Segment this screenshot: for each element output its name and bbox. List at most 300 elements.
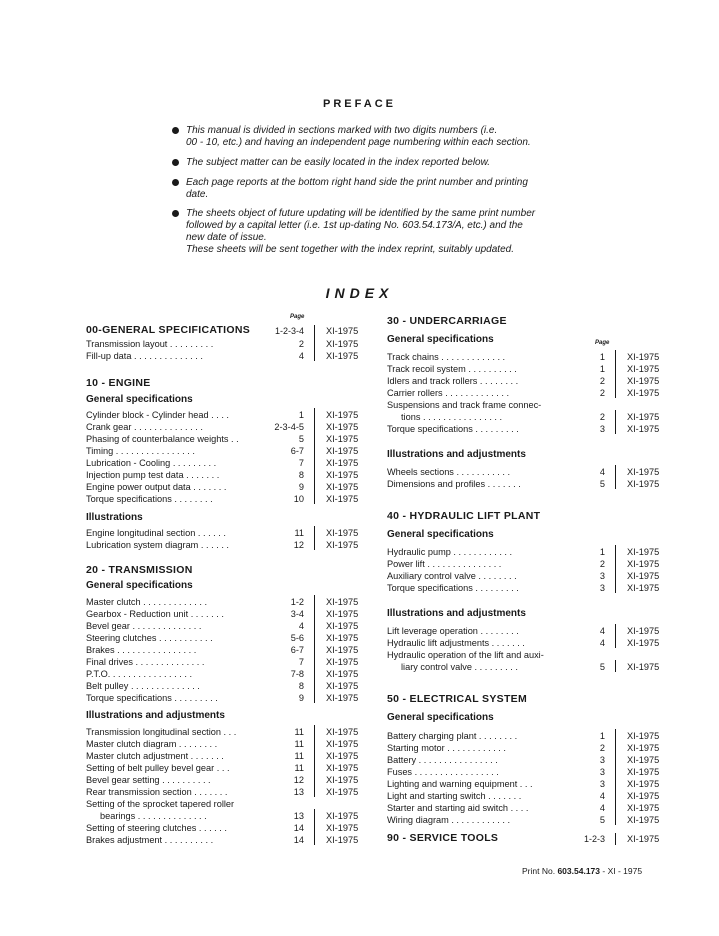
index-entry [387,570,667,582]
entry-print-date: XI-1975 [326,823,359,833]
entry-page: 11 [294,727,304,737]
section-10-illustrations: Illustrations [86,512,143,523]
entry-page: 13 [293,811,304,821]
entry-page: 9 [298,693,304,703]
index-entry [86,774,366,786]
index-entry [86,493,366,505]
column-divider [314,595,315,607]
index-entry [86,798,366,810]
column-divider [314,538,315,550]
index-entry [86,822,366,834]
preface-line: new date of issue. [186,232,267,243]
section-40-title: 40 - HYDRAULIC LIFT PLANT [387,510,541,522]
entry-label: bearings . . . . . . . . . . . . . . [100,811,207,821]
column-divider [615,624,616,636]
section-30-illustrations: Illustrations and adjustments [387,449,526,460]
preface-line: date. [186,189,209,200]
index-entry [387,466,667,478]
entry-label: Fuses . . . . . . . . . . . . . . . . . [387,767,499,777]
entry-page: 3 [599,571,605,581]
index-entry [86,726,366,738]
column-divider [314,325,315,337]
entry-label: Auxiliary control valve . . . . . . . . [387,571,517,581]
column-divider [615,801,616,813]
entry-page: 5 [298,434,304,444]
footer-prefix: Print No. [522,866,556,876]
entry-label: Torque specifications . . . . . . . . . [86,693,218,703]
entry-print-date: XI-1975 [627,638,660,648]
index-entry [387,363,667,375]
section-50-title: 50 - ELECTRICAL SYSTEM [387,693,528,705]
entry-print-date: XI-1975 [627,791,660,801]
column-divider [314,773,315,785]
entry-label: Torque specifications . . . . . . . . [86,494,213,504]
section-90-pages: 1-2-3 [583,834,605,844]
index-entry [387,730,667,742]
entry-print-date: XI-1975 [326,339,359,349]
index-entry [387,411,667,423]
entry-label: Setting of steering clutches . . . . . . [86,823,227,833]
index-entry [387,351,667,363]
column-divider [314,444,315,456]
entry-label: Torque specifications . . . . . . . . . [387,583,519,593]
entry-label: Steering clutches . . . . . . . . . . . [86,633,213,643]
entry-page: 14 [293,835,304,845]
entry-page: 11 [294,763,304,773]
entry-page: 8 [298,681,304,691]
entry-page: 5 [599,662,605,672]
entry-label: Final drives . . . . . . . . . . . . . . [86,657,205,667]
index-entry [86,539,366,551]
entry-print-date: XI-1975 [326,657,359,667]
entry-page: 1 [298,410,304,420]
preface-line: Each page reports at the bottom right hand side the print number and printing [186,177,528,188]
index-entry [387,387,667,399]
entry-page: 12 [293,540,304,550]
footer-date: - XI - 1975 [602,866,643,876]
index-entry [86,810,366,822]
column-divider [314,408,315,420]
entry-page: 3-4 [290,609,304,619]
entry-print-date: XI-1975 [627,547,660,557]
entry-print-date: XI-1975 [326,669,359,679]
column-divider [615,422,616,434]
index-entry [86,656,366,668]
preface-line: followed by a capital letter (i.e. 1st up-dating No. 603.54.173/A, etc.) and the [186,220,523,231]
entry-label: Bevel gear . . . . . . . . . . . . . . [86,621,202,631]
entry-page: 4 [298,621,304,631]
column-divider [314,607,315,619]
entry-page: 7 [298,458,304,468]
section-00-header [86,324,366,338]
entry-page: 3 [599,779,605,789]
entry-print-date: XI-1975 [627,479,660,489]
entry-label: Lubrication - Cooling . . . . . . . . . [86,458,217,468]
entry-page: 4 [599,638,605,648]
entry-label: Rear transmission section . . . . . . . [86,787,228,797]
entry-label: Transmission longitudinal section . . . [86,727,237,737]
index-entry [387,814,667,826]
entry-label: Crank gear . . . . . . . . . . . . . . [86,422,203,432]
page-column-header: Page [290,314,305,320]
index-entry [387,802,667,814]
column-divider [314,737,315,749]
entry-page: 10 [293,494,304,504]
preface-title: PREFACE [323,98,396,110]
index-entry [86,527,366,539]
column-divider [615,581,616,593]
entry-page: 5 [599,479,605,489]
column-divider [615,386,616,398]
section-10-title: 10 - ENGINE [86,377,151,389]
entry-page: 1 [599,364,605,374]
entry-label: Power lift . . . . . . . . . . . . . . . [387,559,502,569]
entry-print-date: XI-1975 [326,597,359,607]
entry-page: 2 [599,743,605,753]
column-divider [314,480,315,492]
entry-label: Dimensions and profiles . . . . . . . [387,479,521,489]
index-entry [86,596,366,608]
entry-print-date: XI-1975 [326,458,359,468]
entry-page: 7-8 [290,669,304,679]
index-entry [86,644,366,656]
column-divider [314,809,315,821]
entry-print-date: XI-1975 [326,693,359,703]
index-entry [387,478,667,490]
entry-page: 1 [599,547,605,557]
section-90-print: XI-1975 [627,834,660,844]
index-entry [387,766,667,778]
entry-page: 2 [599,559,605,569]
index-entry [86,750,366,762]
entry-label: Battery . . . . . . . . . . . . . . . . [387,755,498,765]
entry-print-date: XI-1975 [627,376,660,386]
column-divider [615,374,616,386]
entry-page: 13 [293,787,304,797]
section-20-general: General specifications [86,580,193,591]
entry-label: Torque specifications . . . . . . . . . [387,424,519,434]
column-divider [615,410,616,422]
entry-page: 1 [599,731,605,741]
section-50-general: General specifications [387,712,494,723]
column-divider [314,833,315,845]
entry-page: 4 [599,803,605,813]
index-entry [387,582,667,594]
entry-label: Brakes . . . . . . . . . . . . . . . . [86,645,197,655]
index-entry [387,778,667,790]
entry-label: Hydraulic pump . . . . . . . . . . . . [387,547,513,557]
entry-label: Track recoil system . . . . . . . . . . [387,364,517,374]
entry-print-date: XI-1975 [627,755,660,765]
entry-print-date: XI-1975 [326,494,359,504]
entry-print-date: XI-1975 [326,470,359,480]
entry-print-date: XI-1975 [627,626,660,636]
entry-print-date: XI-1975 [326,351,359,361]
index-entry [86,409,366,421]
index-entry [86,350,366,362]
index-entry [387,790,667,802]
entry-print-date: XI-1975 [326,811,359,821]
entry-label: Light and starting switch . . . . . . . [387,791,522,801]
index-entry [86,786,366,798]
entry-page: 2 [599,388,605,398]
footer-print-number: 603.54.173 [557,866,600,876]
entry-page: 11 [294,528,304,538]
entry-label: Bevel gear setting . . . . . . . . . . [86,775,211,785]
index-entry [86,632,366,644]
entry-print-date: XI-1975 [627,743,660,753]
index-entry [387,742,667,754]
entry-page: 12 [293,775,304,785]
index-entry [387,649,667,661]
index-entry [86,834,366,846]
index-entry [86,680,366,692]
column-divider [314,432,315,444]
preface-line: 00 - 10, etc.) and having an independent page numbering within each section. [186,137,531,148]
entry-page: 2 [298,339,304,349]
index-entry [86,668,366,680]
section-00-print: XI-1975 [326,326,359,336]
entry-print-date: XI-1975 [627,412,660,422]
index-entry [387,423,667,435]
entry-page: 9 [298,482,304,492]
entry-page: 7 [298,657,304,667]
entry-print-date: XI-1975 [627,388,660,398]
entry-label: Setting of belt pulley bevel gear . . . [86,763,230,773]
index-entry [86,445,366,457]
entry-page: 11 [294,751,304,761]
section-90-title: 90 - SERVICE TOOLS [387,832,499,844]
entry-page: 4 [298,351,304,361]
entry-page: 6-7 [290,446,304,456]
entry-label: Engine longitudinal section . . . . . . [86,528,226,538]
column-divider [615,557,616,569]
index-entry [86,762,366,774]
section-00-title: 00-GENERAL SPECIFICATIONS [86,324,251,336]
index-entry [86,608,366,620]
entry-label: Wheels sections . . . . . . . . . . . [387,467,511,477]
entry-label: Suspensions and track frame connec- [387,400,542,410]
column-divider [615,465,616,477]
entry-print-date: XI-1975 [627,352,660,362]
section-10-general: General specifications [86,394,193,405]
index-entry [387,375,667,387]
entry-page: 2-3-4-5 [274,422,304,432]
entry-print-date: XI-1975 [627,559,660,569]
column-divider [615,477,616,489]
section-20-illustrations: Illustrations and adjustments [86,710,225,721]
column-divider [615,741,616,753]
entry-page: 4 [599,791,605,801]
column-divider [314,691,315,703]
entry-print-date: XI-1975 [326,482,359,492]
preface-line: The sheets object of future updating will be identified by the same print number [186,208,536,219]
entry-label: Wiring diagram . . . . . . . . . . . . [387,815,511,825]
entry-print-date: XI-1975 [326,410,359,420]
column-divider [314,643,315,655]
entry-print-date: XI-1975 [326,645,359,655]
entry-print-date: XI-1975 [326,763,359,773]
column-divider [615,362,616,374]
entry-label: Lighting and warning equipment . . . [387,779,533,789]
index-entry [387,754,667,766]
entry-label: Hydraulic lift adjustments . . . . . . . [387,638,525,648]
entry-page: 4 [599,467,605,477]
column-divider [314,349,315,361]
entry-print-date: XI-1975 [326,727,359,737]
entry-label: Gearbox - Reduction unit . . . . . . . [86,609,224,619]
section-20-title: 20 - TRANSMISSION [86,564,193,576]
entry-print-date: XI-1975 [627,731,660,741]
entry-label: Cylinder block - Cylinder head . . . . [86,410,229,420]
column-divider [314,337,315,349]
index-entry [387,546,667,558]
entry-label: Master clutch adjustment . . . . . . . [86,751,224,761]
index-left-column [86,0,366,936]
entry-label: Battery charging plant . . . . . . . . [387,731,518,741]
column-divider [314,655,315,667]
column-divider [615,789,616,801]
index-entry [86,433,366,445]
entry-page: 4 [599,626,605,636]
entry-page: 3 [599,583,605,593]
entry-label: liary control valve . . . . . . . . . [401,662,518,672]
entry-print-date: XI-1975 [627,467,660,477]
entry-label: Fill-up data . . . . . . . . . . . . . . [86,351,203,361]
entry-print-date: XI-1975 [627,767,660,777]
index-entry [387,661,667,673]
page-column-header: Page [595,340,610,346]
entry-label: Track chains . . . . . . . . . . . . . [387,352,506,362]
entry-print-date: XI-1975 [627,815,660,825]
entry-print-date: XI-1975 [627,571,660,581]
entry-page: 1-2 [290,597,304,607]
entry-label: Timing . . . . . . . . . . . . . . . . [86,446,195,456]
preface-line: This manual is divided in sections marked with two digits numbers (i.e. [186,125,498,136]
entry-print-date: XI-1975 [627,583,660,593]
column-divider [314,761,315,773]
column-divider [314,667,315,679]
entry-label: Setting of the sprocket tapered roller [86,799,235,809]
entry-label: Lubrication system diagram . . . . . . [86,540,229,550]
entry-label: Starter and starting aid switch . . . . [387,803,529,813]
preface-line: The subject matter can be easily located in the index reported below. [186,157,491,168]
index-entry [86,457,366,469]
column-divider [314,631,315,643]
entry-page: 8 [298,470,304,480]
entry-label: Engine power output data . . . . . . . [86,482,227,492]
entry-print-date: XI-1975 [326,434,359,444]
section-40-general: General specifications [387,529,494,540]
entry-label: Lift leverage operation . . . . . . . . [387,626,519,636]
entry-print-date: XI-1975 [326,422,359,432]
entry-print-date: XI-1975 [326,621,359,631]
entry-print-date: XI-1975 [326,446,359,456]
column-divider [314,468,315,480]
index-right-column [387,0,667,936]
index-entry [387,637,667,649]
print-footer [522,866,642,876]
column-divider [314,526,315,538]
column-divider [615,729,616,741]
entry-print-date: XI-1975 [326,540,359,550]
column-divider [314,420,315,432]
column-divider [615,660,616,672]
entry-print-date: XI-1975 [326,775,359,785]
entry-page: 3 [599,755,605,765]
entry-page: 5 [599,815,605,825]
entry-page: 5-6 [290,633,304,643]
entry-label: tions . . . . . . . . . . . . . . . . [401,412,503,422]
index-entry [86,738,366,750]
section-40-illustrations: Illustrations and adjustments [387,608,526,619]
column-divider [615,777,616,789]
column-divider [615,753,616,765]
entry-print-date: XI-1975 [326,681,359,691]
column-divider [615,636,616,648]
index-entry [86,338,366,350]
entry-page: 11 [294,739,304,749]
column-divider [314,679,315,691]
entry-label: Phasing of counterbalance weights . . [86,434,239,444]
entry-print-date: XI-1975 [326,835,359,845]
column-divider [615,765,616,777]
column-divider [314,619,315,631]
index-entry [86,481,366,493]
entry-label: Injection pump test data . . . . . . . [86,470,220,480]
index-entry [86,469,366,481]
entry-page: 3 [599,424,605,434]
column-divider [615,813,616,825]
entry-label: Idlers and track rollers . . . . . . . . [387,376,519,386]
column-divider [615,833,616,845]
column-divider [314,456,315,468]
entry-label: Brakes adjustment . . . . . . . . . . [86,835,214,845]
index-entry [86,692,366,704]
section-30-general: General specifications [387,334,494,345]
index-entry [387,558,667,570]
column-divider [314,785,315,797]
index-entry [86,421,366,433]
entry-print-date: XI-1975 [326,633,359,643]
index-entry [387,625,667,637]
entry-page: 3 [599,767,605,777]
entry-label: Carrier rollers . . . . . . . . . . . . . [387,388,510,398]
entry-label: Starting motor . . . . . . . . . . . . [387,743,506,753]
entry-print-date: XI-1975 [326,751,359,761]
preface-line: These sheets will be sent together with the index reprint, suitably updated. [186,244,514,255]
column-divider [314,749,315,761]
entry-label: P.T.O. . . . . . . . . . . . . . . . . [86,669,193,679]
column-divider [314,821,315,833]
column-divider [615,569,616,581]
column-divider [314,492,315,504]
entry-print-date: XI-1975 [627,662,660,672]
column-divider [615,545,616,557]
entry-print-date: XI-1975 [627,803,660,813]
entry-page: 6-7 [290,645,304,655]
column-divider [615,350,616,362]
entry-print-date: XI-1975 [627,779,660,789]
index-entry [387,399,667,411]
entry-print-date: XI-1975 [326,739,359,749]
section-30-title: 30 - UNDERCARRIAGE [387,315,507,327]
section-00-pages: 1-2-3-4 [274,326,304,336]
index-entry [86,620,366,632]
entry-print-date: XI-1975 [326,528,359,538]
entry-label: Transmission layout . . . . . . . . . [86,339,214,349]
column-divider [314,725,315,737]
